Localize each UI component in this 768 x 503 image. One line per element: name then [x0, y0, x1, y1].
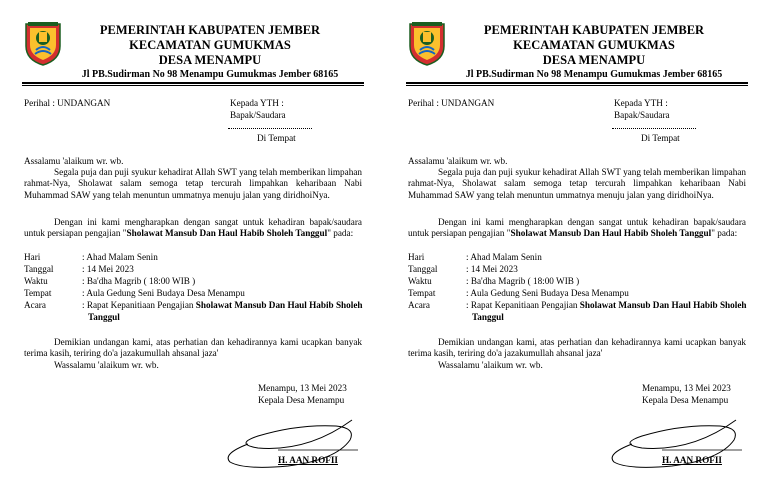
detail-date-value: : 14 Mei 2023: [82, 264, 134, 274]
header-rule-thick: [22, 82, 364, 84]
detail-time-value: : Ba'dha Magrib ( 18:00 WIB ): [82, 276, 196, 286]
addressee-dotted-line: [228, 128, 312, 129]
header-rule-thick: [406, 82, 748, 84]
subject-line: Perihal : UNDANGAN: [408, 98, 495, 108]
detail-time-label: Waktu: [408, 276, 432, 286]
event-name: Sholawat Mansub Dan Haul Habib Sholeh Tanggul: [510, 228, 712, 239]
opening-paragraph: Segala puja dan puji syukur kehadirat Allah SWT yang telah memberikan limpahan rahmat-Nya, Sholawat salam semoga tetap tercurah limpahkan keharibaan Nabi Muhammad SAW yang telah menuntun ummatnya menuju jalan yang diridhoiNya.: [408, 167, 746, 200]
place-date: Menampu, 13 Mei 2023: [258, 383, 347, 393]
invitation-paragraph: Dengan ini kami mengharapkan dengan sangat untuk kehadiran bapak/saudara untuk persiapan pengajian "Sholawat Mansub Dan Haul Habib Sholeh Tanggul" pada:: [24, 217, 362, 239]
header-rule-thin: [406, 85, 748, 86]
closing-paragraph: Demikian undangan kami, atas perhatian dan kehadirannya kami ucapkan banyak terima kasih, teriring do'a jazakumullah ahsanal jaza': [24, 337, 362, 359]
subject-line: Perihal : UNDANGAN: [24, 98, 111, 108]
detail-venue-value: : Aula Gedung Seni Budaya Desa Menampu: [466, 288, 629, 298]
event-name: Sholawat Mansub Dan Haul Habib Sholeh Tanggul: [126, 228, 328, 239]
detail-date-value: : 14 Mei 2023: [466, 264, 518, 274]
detail-day-label: Hari: [408, 252, 425, 262]
detail-date-label: Tanggal: [408, 264, 438, 274]
header-address: Jl PB.Sudirman No 98 Menampu Gumukmas Jember 68165: [81, 69, 339, 80]
jember-regency-emblem: [408, 20, 446, 66]
signer-position: Kepala Desa Menampu: [642, 395, 729, 405]
detail-venue-value: : Aula Gedung Seni Budaya Desa Menampu: [82, 288, 245, 298]
detail-day-label: Hari: [24, 252, 41, 262]
detail-agenda-value-cont: Tanggul: [88, 312, 120, 322]
detail-day-value: : Ahad Malam Senin: [82, 252, 158, 262]
addressee-place: Di Tempat: [257, 133, 296, 143]
invitation-letter-right: [384, 0, 768, 503]
header-district: KECAMATAN GUMUKMAS: [513, 38, 675, 52]
detail-date-label: Tanggal: [24, 264, 54, 274]
greeting: Assalamu 'alaikum wr. wb.: [408, 156, 508, 166]
addressee-name: Bapak/Saudara: [614, 110, 670, 120]
jember-regency-emblem: [24, 20, 62, 66]
detail-agenda-value: : Rapat Kepanitiaan Pengajian Sholawat Mansub Dan Haul Habib Sholeh: [466, 300, 747, 310]
header-government: PEMERINTAH KABUPATEN JEMBER: [483, 23, 705, 37]
header-government: PEMERINTAH KABUPATEN JEMBER: [99, 23, 321, 37]
addressee-label: Kepada YTH :: [230, 98, 284, 108]
detail-day-value: : Ahad Malam Senin: [466, 252, 542, 262]
detail-time-value: : Ba'dha Magrib ( 18:00 WIB ): [466, 276, 580, 286]
detail-agenda-label: Acara: [24, 300, 46, 310]
addressee-place: Di Tempat: [641, 133, 680, 143]
invitation-paragraph: Dengan ini kami mengharapkan dengan sangat untuk kehadiran bapak/saudara untuk persiapan pengajian "Sholawat Mansub Dan Haul Habib Sholeh Tanggul" pada:: [408, 217, 746, 239]
signer-name: H. AAN ROFII: [662, 455, 722, 465]
addressee-name: Bapak/Saudara: [230, 110, 286, 120]
header-district: KECAMATAN GUMUKMAS: [129, 38, 291, 52]
header-village: DESA MENAMPU: [542, 53, 646, 67]
header-address: Jl PB.Sudirman No 98 Menampu Gumukmas Jember 68165: [465, 69, 723, 80]
detail-agenda-value-cont: Tanggul: [472, 312, 504, 322]
greeting: Assalamu 'alaikum wr. wb.: [24, 156, 124, 166]
closing-greeting: Wassalamu 'alaikum wr. wb.: [54, 360, 159, 370]
detail-venue-label: Tempat: [408, 288, 436, 298]
addressee-label: Kepada YTH :: [614, 98, 668, 108]
closing-greeting: Wassalamu 'alaikum wr. wb.: [438, 360, 543, 370]
closing-paragraph: Demikian undangan kami, atas perhatian dan kehadirannya kami ucapkan banyak terima kasih, teriring do'a jazakumullah ahsanal jaza': [408, 337, 746, 359]
detail-agenda-label: Acara: [408, 300, 430, 310]
detail-venue-label: Tempat: [24, 288, 52, 298]
signer-position: Kepala Desa Menampu: [258, 395, 345, 405]
detail-time-label: Waktu: [24, 276, 48, 286]
detail-agenda-value: : Rapat Kepanitiaan Pengajian Sholawat Mansub Dan Haul Habib Sholeh: [82, 300, 363, 310]
signer-name: H. AAN ROFII: [278, 455, 338, 465]
header-rule-thin: [22, 85, 364, 86]
place-date: Menampu, 13 Mei 2023: [642, 383, 731, 393]
opening-paragraph: Segala puja dan puji syukur kehadirat Allah SWT yang telah memberikan limpahan rahmat-Nya, Sholawat salam semoga tetap tercurah limpahkan keharibaan Nabi Muhammad SAW yang telah menuntun ummatnya menuju jalan yang diridhoiNya.: [24, 167, 362, 200]
header-village: DESA MENAMPU: [158, 53, 262, 67]
addressee-dotted-line: [612, 128, 696, 129]
